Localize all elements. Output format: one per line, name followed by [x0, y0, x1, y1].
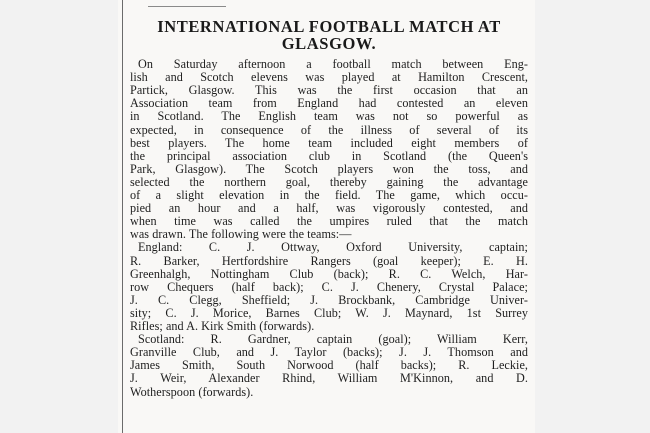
england-team-line: England: C. J. Ottway, Oxford University, captain;	[138, 240, 528, 255]
body-line: was drawn. The following were the teams:—	[130, 227, 352, 242]
left-margin	[0, 0, 118, 433]
body-line: On Saturday afternoon a football match between Eng-	[138, 57, 528, 71]
body-line: Association team from England had contested an eleven	[130, 96, 528, 111]
body-line: expected, in consequence of the illness of several of its	[130, 122, 528, 137]
newspaper-clipping	[118, 0, 535, 433]
body-line: Partick, Glasgow. This was the first occasion that an	[130, 83, 528, 98]
scotland-team-line: J. Weir, Alexander Rhind, William M'Kinnon, and D.	[130, 371, 528, 386]
column-rule	[122, 0, 123, 433]
body-line: selected the northern goal, thereby gaining the advantage	[130, 174, 528, 189]
england-team-line: sity; C. J. Morice, Barnes Club; W. J. Maynard, 1st Surrey	[130, 305, 528, 320]
body-line: Park, Glasgow). The Scotch players won the toss, and	[130, 161, 528, 176]
body-line: in Scotland. The English team was not so powerful as	[130, 109, 528, 124]
body-line: of a slight elevation in the field. The game, which occu-	[130, 188, 528, 202]
headline: INTERNATIONAL FOOTBALL MATCH AT GLASGOW.	[157, 17, 501, 53]
england-team-line: Rifles; and A. Kirk Smith (forwards).	[130, 319, 315, 333]
england-team-line: R. Barker, Hertfordshire Rangers (goal keeper); E. H.	[130, 253, 528, 268]
scotland-team-line: Wotherspoon (forwards).	[130, 384, 254, 399]
scotland-team-line: Granville Club, and J. Taylor (backs); J. J. Thomson and	[130, 345, 528, 360]
body-line: lish and Scotch elevens was played at Hamilton Crescent,	[130, 70, 528, 85]
body-line: when time was called the umpires ruled that the match	[130, 214, 528, 229]
england-team-line: Greenhalgh, Nottingham Club (back); R. C. Welch, Har-	[130, 266, 528, 281]
section-divider	[148, 6, 226, 7]
body-line: pied an hour and a half, was vigorously contested, and	[130, 201, 528, 216]
england-team-line: row Chequers (half back); C. J. Chenery, Crystal Palace;	[130, 279, 528, 294]
body-line: best players. The home team included eight members of	[130, 135, 528, 150]
body-line: the principal association club in Scotland (the Queen's	[130, 148, 528, 163]
scotland-team-line: James Smith, South Norwood (half backs); R. Leckie,	[130, 358, 528, 373]
england-team-line: J. C. Clegg, Sheffield; J. Brockbank, Cambridge Univer-	[130, 292, 528, 307]
right-margin	[535, 0, 650, 433]
scotland-team-line: Scotland: R. Gardner, captain (goal); William Kerr,	[138, 332, 528, 347]
